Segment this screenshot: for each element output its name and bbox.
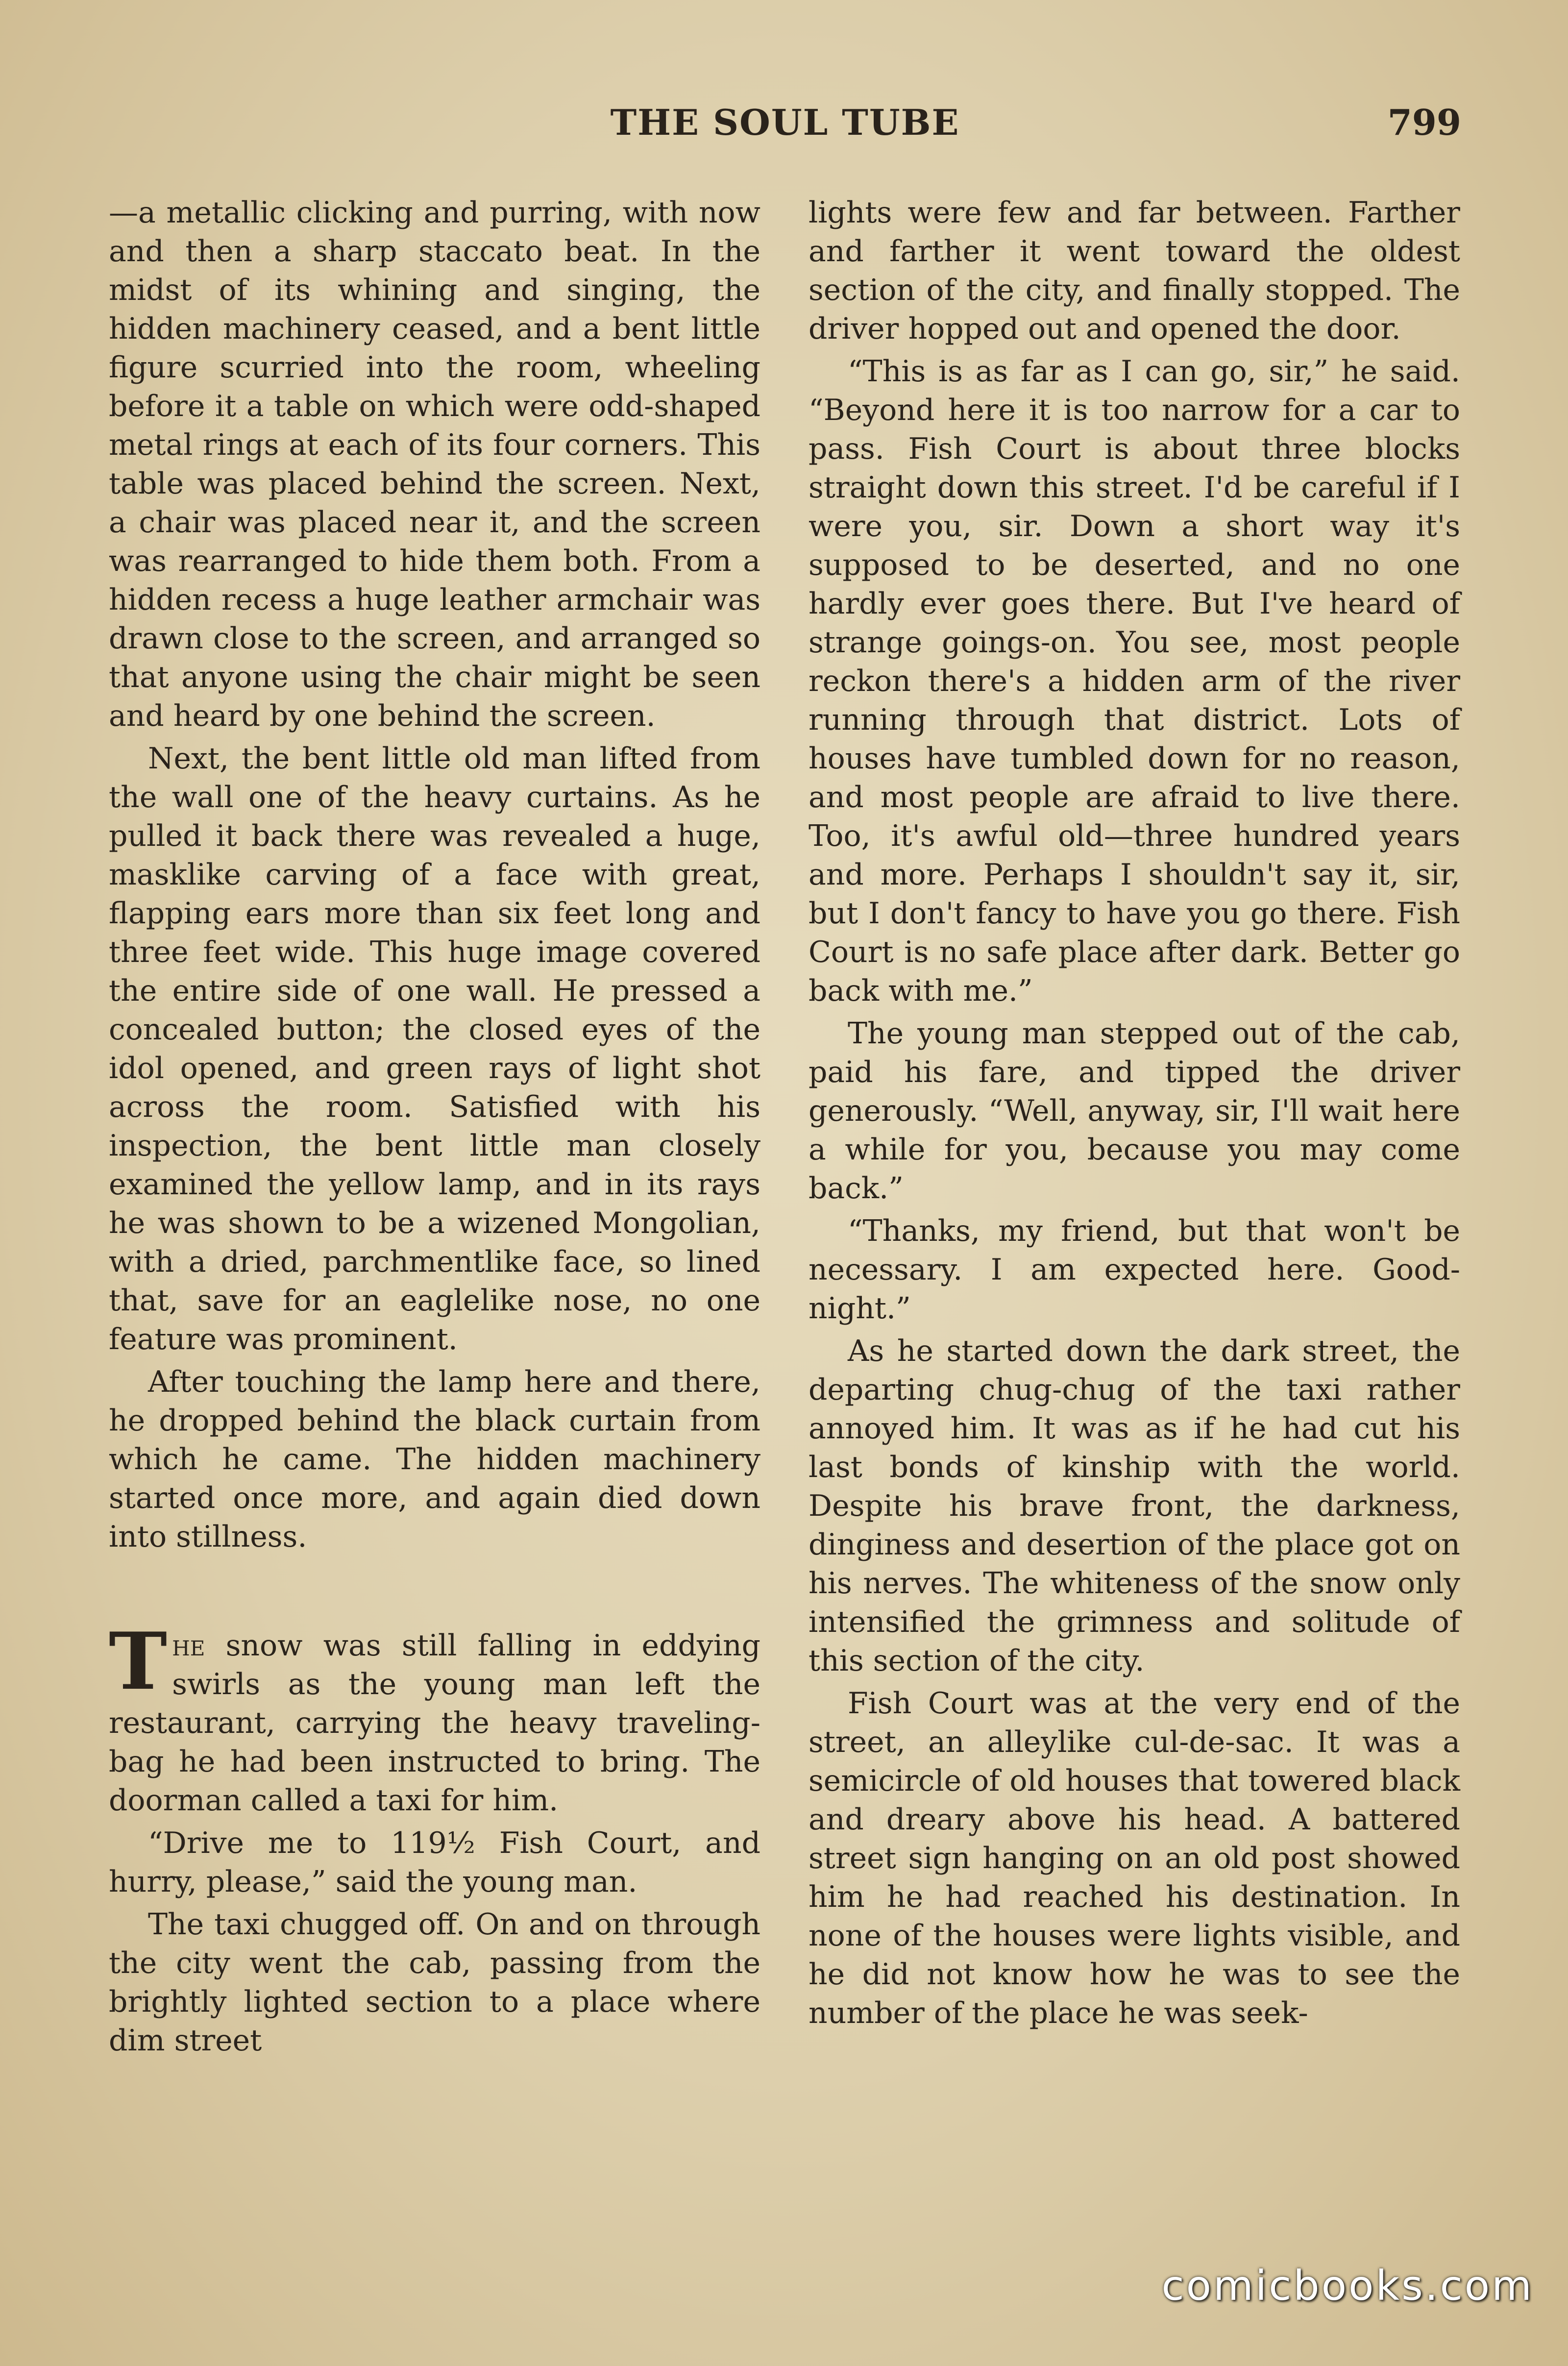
paragraph: —a metallic clicking and purring, with now and then a sharp staccato beat. In the midst of its whining and singing, the hidden machinery ceased, and a bent little figure scurried into the room, wheeling before it a table on which were odd-shaped metal rings at each of its four corners. This table was placed behind the screen. Next, a chair was placed near it, and the screen was rearranged to hide them both. From a hidden recess a huge leather armchair was drawn close to the screen, and arranged so that anyone using the chair might be seen and heard by one behind the screen. bbox=[109, 196, 760, 733]
paragraph: Next, the bent little old man lifted from the wall one of the heavy curtains. As he pulled it back there was revealed a huge, masklike carving of a face with great, flapping ears more than six feet long and three feet wide. This huge image covered the entire side of one wall. He pressed a concealed button; the closed eyes of the idol opened, and green rays of light shot across the room. Satisfied with his inspection, the bent little man closely examined the yellow lamp, and in its rays he was shown to be a wizened Mongolian, with a dried, parchmentlike face, so lined that, save for an eaglelike nose, no one feature was prominent. bbox=[109, 741, 760, 1356]
site-watermark: comicbooks.com bbox=[1161, 2262, 1534, 2310]
left-column bbox=[109, 194, 760, 2064]
paragraph: After touching the lamp here and there, he dropped behind the black curtain from which he came. The hidden machinery started once more, and again died down into stillness. bbox=[109, 1365, 760, 1554]
paragraph: “Drive me to 119½ Fish Court, and hurry, please,” said the young man. bbox=[109, 1826, 760, 1899]
paragraph-text: snow was still falling in eddying swirls as the young man left the restaurant, carrying the heavy traveling-bag he had been instructed to bring. The doorman called a taxi for him. bbox=[109, 1628, 760, 1818]
page-number: 799 bbox=[1387, 101, 1461, 143]
paragraph: Fish Court was at the very end of the street, an alleylike cul-de-sac. It was a semicircle of old houses that towered black and dreary above his head. A battered street sign hanging on an old post showed him he had reached his destination. In none of the houses were lights visible, and he did not know how he was to see the number of the place he was seek- bbox=[808, 1686, 1460, 2030]
drop-cap: T bbox=[109, 1615, 168, 1707]
lead-word: he bbox=[172, 1628, 205, 1663]
right-column bbox=[808, 194, 1460, 2037]
section-opening-paragraph bbox=[109, 1615, 760, 1820]
paragraph: “Thanks, my friend, but that won't be necessary. I am expected here. Good-night.” bbox=[808, 1214, 1460, 1326]
paragraph: The taxi chugged off. On and on through the city went the cab, passing from the brightly lighted section to a place where dim street bbox=[109, 1907, 760, 2058]
paragraph: The young man stepped out of the cab, paid his fare, and tipped the driver generously. “Well, anyway, sir, I'll wait here a while for you, because you may come back.” bbox=[808, 1016, 1460, 1206]
section-break bbox=[109, 1560, 760, 1627]
page-header bbox=[109, 100, 1461, 154]
paragraph: As he started down the dark street, the departing chug-chug of the taxi rather annoyed him. It was as if he had cut his last bonds of kinship with the world. Despite his brave front, the darkness, dinginess and desertion of the place got on his nerves. The whiteness of the snow only intensified the grimness and solitude of this section of the city. bbox=[808, 1334, 1460, 1678]
paragraph: “This is as far as I can go, sir,” he said. “Beyond here it is too narrow for a car to pass. Fish Court is about three blocks straight down this street. I'd be careful if I were you, sir. Down a short way it's supposed to be deserted, and no one hardly ever goes there. But I've heard of strange goings-on. You see, most people reckon there's a hidden arm of the river running through that district. Lots of houses have tumbled down for no reason, and most people are afraid to live there. Too, it's awful old—three hundred years and more. Perhaps I shouldn't say it, sir, but I don't fancy to have you go there. Fish Court is no safe place after dark. Better go back with me.” bbox=[808, 354, 1460, 1008]
paragraph: lights were few and far between. Farther and farther it went toward the oldest section of the city, and finally stopped. The driver hopped out and opened the door. bbox=[808, 196, 1460, 346]
running-title: THE SOUL TUBE bbox=[610, 101, 960, 143]
